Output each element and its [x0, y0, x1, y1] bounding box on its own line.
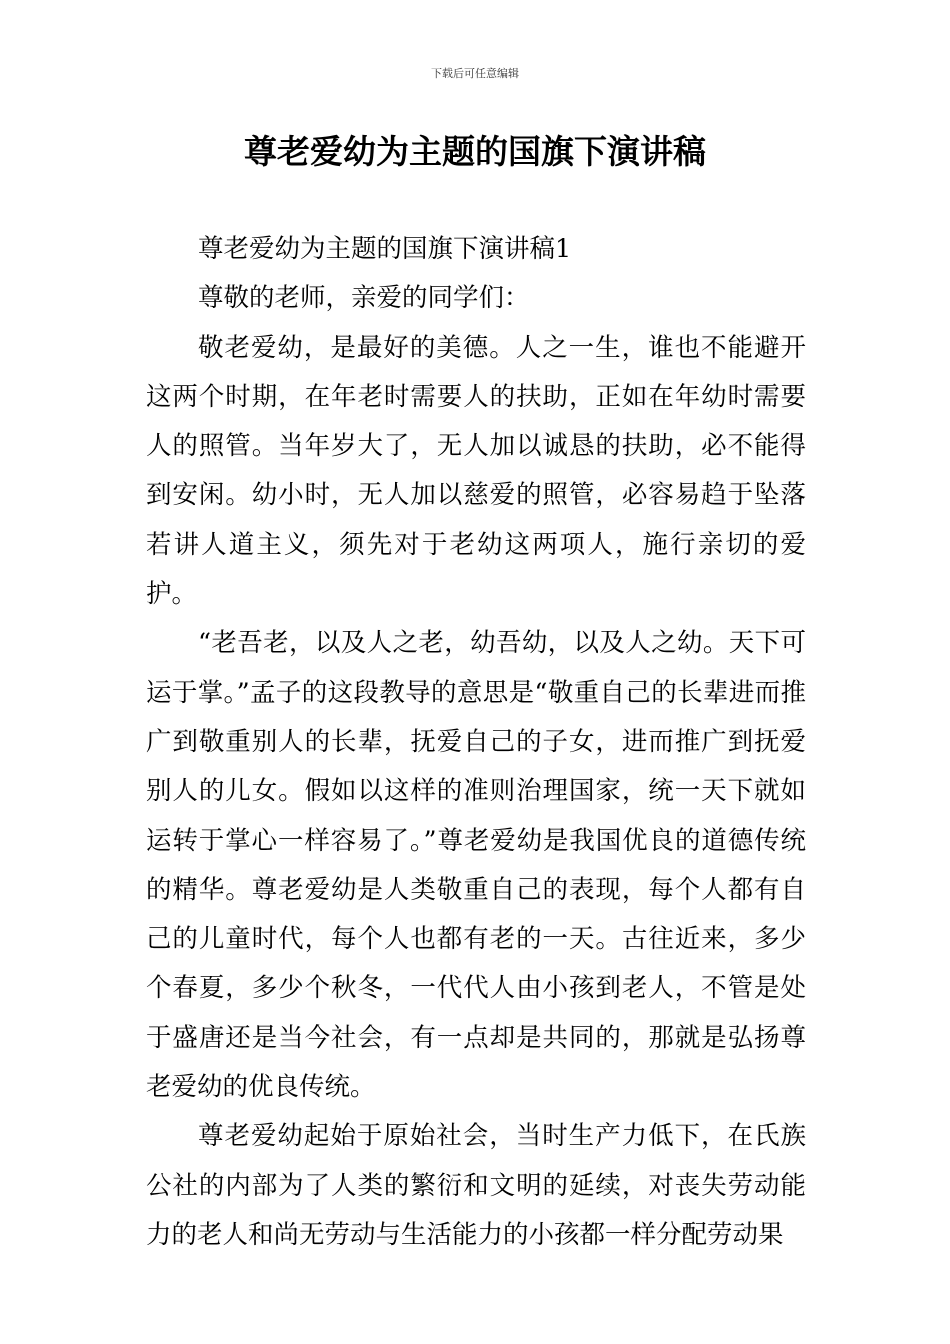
section-heading: 尊老爱幼为主题的国旗下演讲稿1	[198, 234, 572, 264]
paragraph: “老吾老，以及人之老，幼吾幼，以及人之幼。天下可运于掌。”孟子的这段教导的意思是“敬重自己的长辈进而推广到敬重别人的长辈，抚爱自己的子女，进而推广到抚爱别人的儿女。假如以这样的准则治理国家，统一天下就如运转于掌心一样容易了。”尊老爱幼是我国优良的道德传统的精华。尊老爱幼是人类敬重自己的表现，每个人都有自己的儿童时代，每个人也都有老的一天。古往近来，多少个春夏，多少个秋冬，一代代人由小孩到老人，不管是处于盛唐还是当今社会，有一点却是共同的，那就是弘扬尊老爱幼的优良传统。	[146, 628, 806, 1103]
paragraph: 尊老爱幼起始于原始社会，当时生产力低下，在氏族公社的内部为了人类的繁衍和文明的延续，对丧失劳动能力的老人和尚无劳动与生活能力的小孩都一样分配劳动果	[146, 1121, 806, 1250]
header-note: 下载后可任意编辑	[431, 67, 519, 80]
document-body	[146, 225, 806, 1260]
document-title: 尊老爱幼为主题的国旗下演讲稿	[244, 132, 706, 171]
paragraph: 敬老爱幼，是最好的美德。人之一生，谁也不能避开这两个时期，在年老时需要人的扶助，正如在年幼时需要人的照管。当年岁大了，无人加以诚恳的扶助，必不能得到安闲。幼小时，无人加以慈爱的照管，必容易趋于坠落若讲人道主义，须先对于老幼这两项人，施行亲切的爱护。	[146, 332, 806, 610]
salutation: 尊敬的老师，亲爱的同学们：	[198, 283, 530, 314]
